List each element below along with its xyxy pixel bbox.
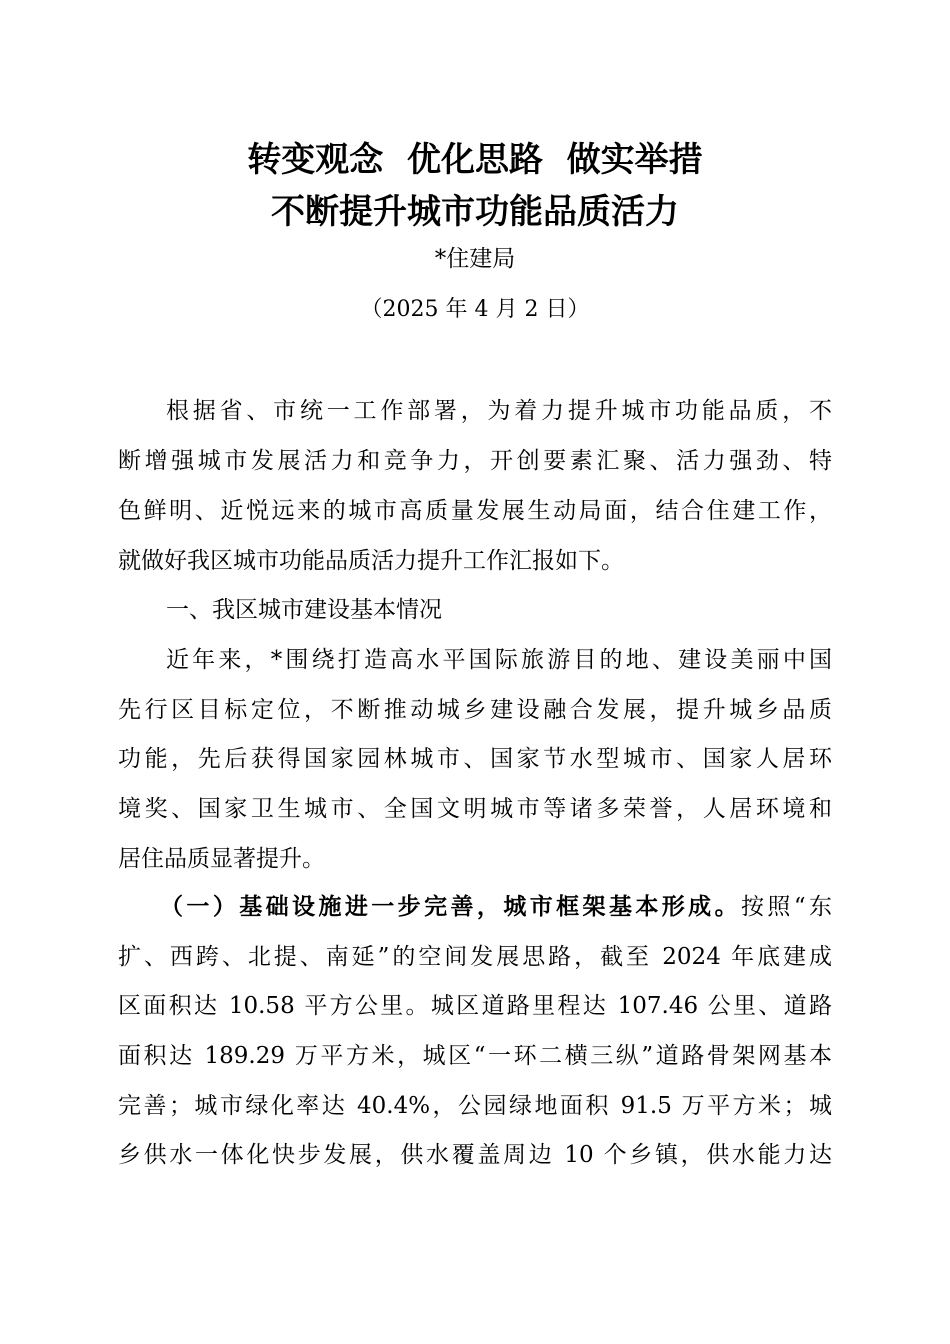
- subsection-1-line-2: 扩、西跨、北提、南延”的空间发展思路，截至 2024 年底建成: [118, 944, 832, 970]
- subsection-1-line-1-rest: 按照“东: [741, 894, 833, 920]
- section-1-line-4: 境奖、国家卫生城市、全国文明城市等诸多荣誉，人居环境和: [118, 796, 832, 822]
- section-1-heading: 一、我区城市建设基本情况: [166, 597, 442, 623]
- subsection-1-lead: （一）基础设施进一步完善，城市框架基本形成。: [160, 894, 742, 920]
- section-1-line-2: 先行区目标定位，不断推动城乡建设融合发展，提升城乡品质: [118, 697, 832, 723]
- document-date: （2025 年 4 月 2 日）: [360, 297, 590, 322]
- subsection-1-line-3: 区面积达 10.58 平方公里。城区道路里程达 107.46 公里、道路: [118, 993, 832, 1019]
- intro-line-1: 根据省、市统一工作部署，为着力提升城市功能品质，不: [166, 398, 832, 424]
- section-1-line-3: 功能，先后获得国家园林城市、国家节水型城市、国家人居环: [118, 746, 832, 772]
- document-title-line-2: 不断提升城市功能品质活力: [271, 192, 679, 232]
- subsection-1-line-6: 乡供水一体化快步发展，供水覆盖周边 10 个乡镇，供水能力达: [118, 1142, 832, 1168]
- subsection-1-line-1: [160, 892, 832, 922]
- section-1-line-5: 居住品质显著提升。: [118, 846, 325, 872]
- intro-line-4: 就做好我区城市功能品质活力提升工作汇报如下。: [118, 548, 624, 574]
- intro-line-3: 色鲜明、近悦远来的城市高质量发展生动局面，结合住建工作，: [118, 498, 832, 524]
- intro-line-2: 断增强城市发展活力和竞争力，开创要素汇聚、活力强劲、特: [118, 448, 832, 474]
- section-1-line-1: 近年来，*围绕打造高水平国际旅游目的地、建设美丽中国: [166, 647, 832, 673]
- document-author: *住建局: [434, 246, 516, 272]
- subsection-1-line-5: 完善；城市绿化率达 40.4%，公园绿地面积 91.5 万平方米；城: [118, 1093, 832, 1119]
- subsection-1-line-4: 面积达 189.29 万平方米，城区“一环二横三纵”道路骨架网基本: [118, 1043, 832, 1069]
- document-title-line-1: 转变观念 优化思路 做实举措: [247, 140, 703, 180]
